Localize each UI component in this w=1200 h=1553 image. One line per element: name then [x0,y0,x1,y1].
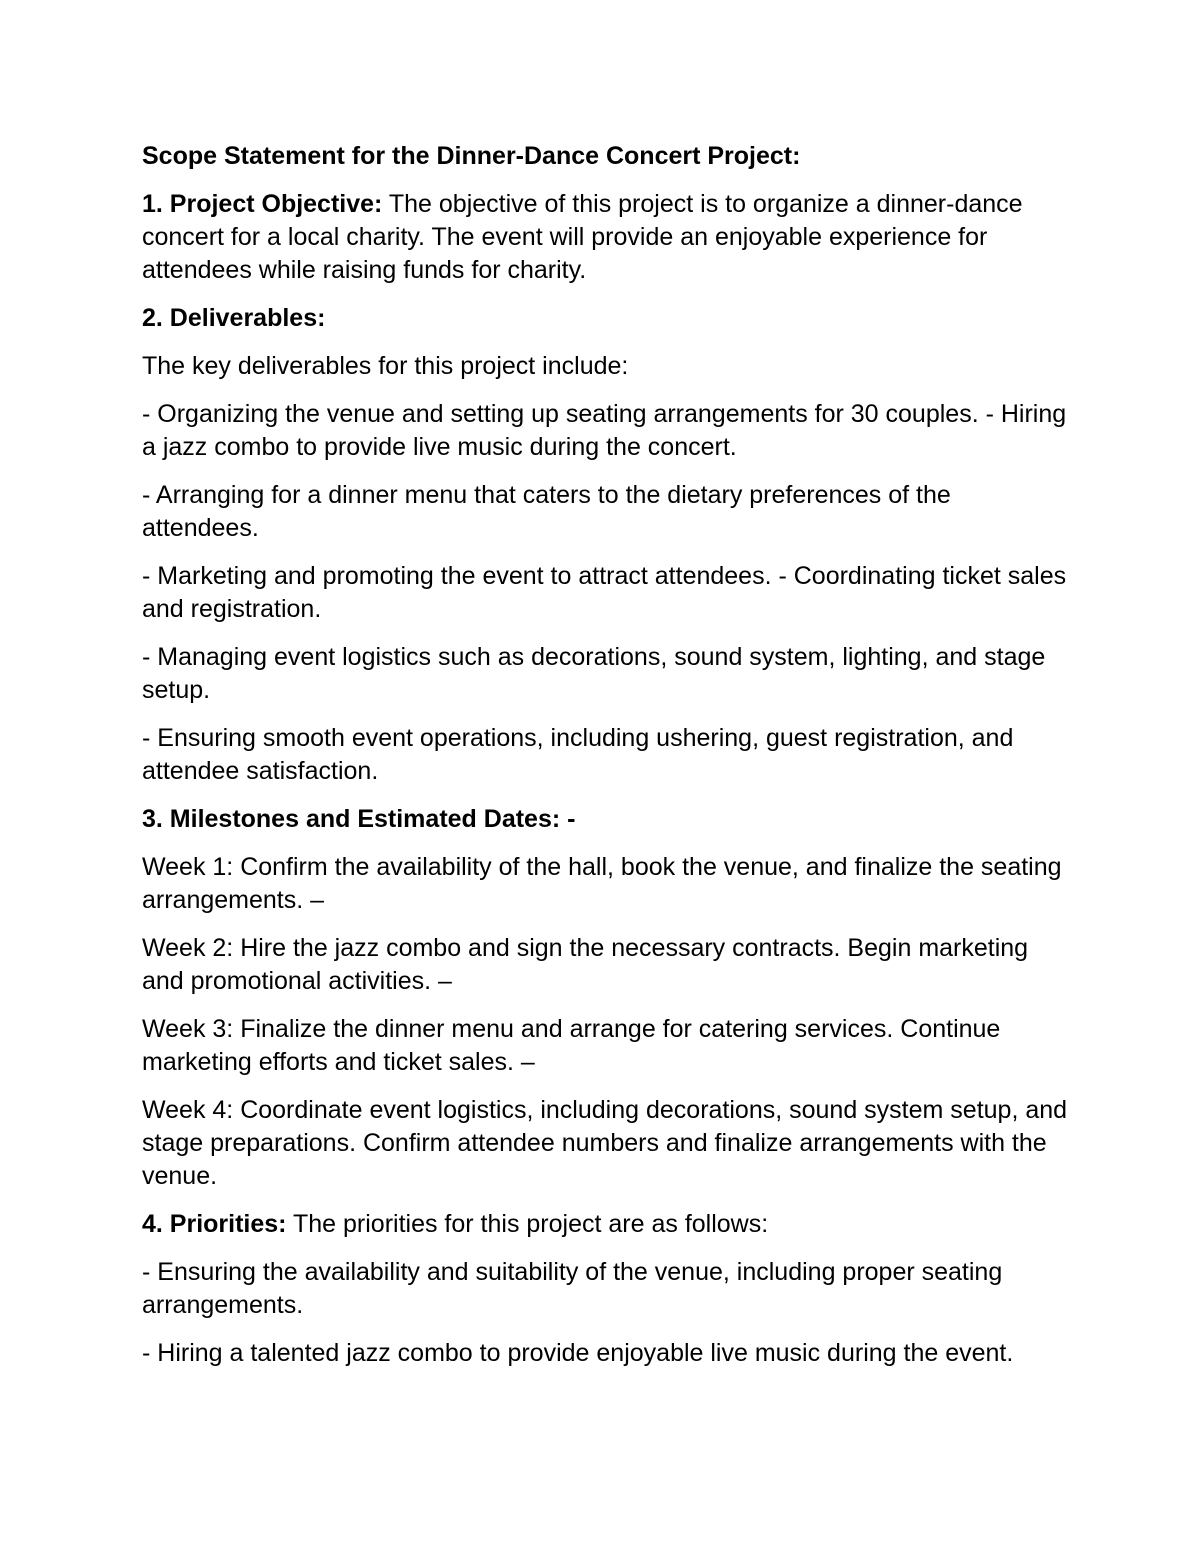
deliverable-item: - Marketing and promoting the event to attract attendees. - Coordinating ticket sales and registration. [142,562,1067,623]
deliverable-item: - Arranging for a dinner menu that caters to the dietary preferences of the attendees. [142,481,951,542]
objective-heading: 1. Project Objective: [142,190,383,218]
milestones-heading: 3. Milestones and Estimated Dates: - [142,805,576,833]
priorities-text: The priorities for this project are as follows: [286,1210,769,1238]
deliverable-item: - Ensuring smooth event operations, including ushering, guest registration, and attendee satisfaction. [142,724,1014,785]
document-page [142,140,1072,1385]
deliverables-intro: The key deliverables for this project include: [142,352,629,380]
milestone-item: Week 2: Hire the jazz combo and sign the necessary contracts. Begin marketing and promotional activities. – [142,934,1029,995]
deliverables-heading: 2. Deliverables: [142,304,326,332]
milestone-item: Week 1: Confirm the availability of the hall, book the venue, and finalize the seating arrangements. – [142,853,1062,914]
priorities-heading: 4. Priorities: [142,1210,287,1238]
objective-paragraph [142,188,1072,287]
objective-text: The objective of this project is to organize a dinner-dance concert for a local charity. The event will provide an enjoyable experience for attendees while raising funds for charity. [142,190,1023,284]
milestone-item: Week 3: Finalize the dinner menu and arrange for catering services. Continue marketing efforts and ticket sales. – [142,1015,1001,1076]
document-title: Scope Statement for the Dinner-Dance Concert Project: [142,142,801,170]
priority-item: - Hiring a talented jazz combo to provide enjoyable live music during the event. [142,1339,1014,1367]
priority-item: - Ensuring the availability and suitability of the venue, including proper seating arrangements. [142,1258,1003,1319]
priorities-paragraph [142,1208,1072,1241]
milestone-item: Week 4: Coordinate event logistics, including decorations, sound system setup, and stage preparations. Confirm attendee numbers and finalize arrangements with the venue. [142,1096,1068,1190]
deliverable-item: - Managing event logistics such as decorations, sound system, lighting, and stage setup. [142,643,1046,704]
deliverable-item: - Organizing the venue and setting up seating arrangements for 30 couples. - Hiring a jazz combo to provide live music during the concert. [142,400,1067,461]
